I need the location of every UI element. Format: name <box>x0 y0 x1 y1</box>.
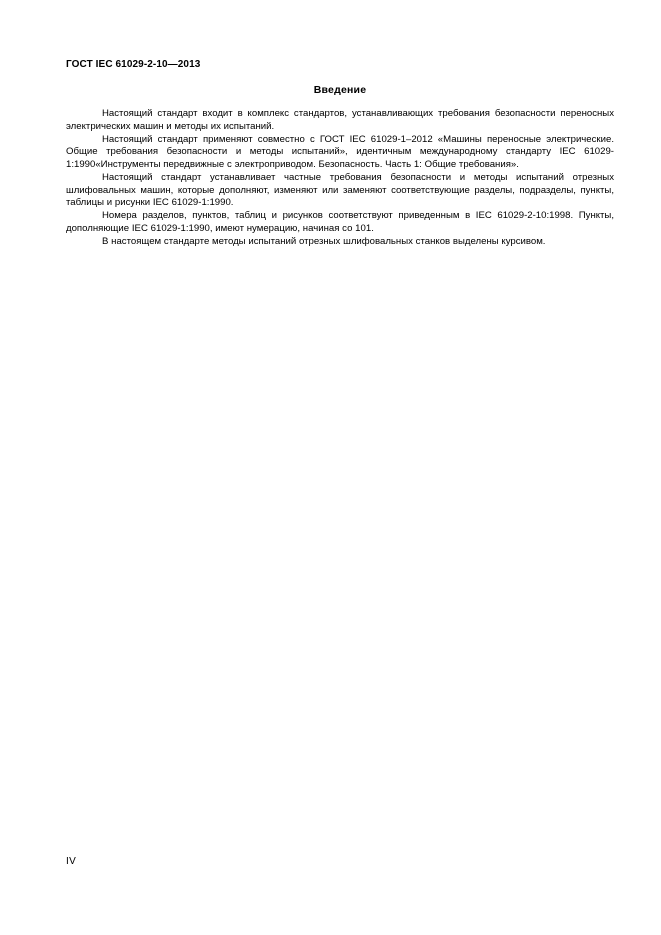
page-number: IV <box>66 856 77 867</box>
paragraph: Номера разделов, пунктов, таблиц и рисунков соответствуют приведенным в IEC 61029-2-10:1998. Пункты, дополняющие IEC 61029-1:1990, имеют нумерацию, начиная со 101. <box>66 210 614 234</box>
paragraph: Настоящий стандарт устанавливает частные требования безопасности и методы испытаний отрезных шлифовальных машин, которые дополняют, изменяют или заменяют соответствующие разделы, подразделы, пункты, таблицы и рисунки IEC 61029-1:1990. <box>66 171 614 209</box>
running-header: ГОСТ IEC 61029-2-10—2013 <box>66 59 201 70</box>
paragraph: Настоящий стандарт входит в комплекс стандартов, устанавливающих требования безопасности переносных электрических машин и методы их испытаний. <box>66 108 614 132</box>
body-text-block <box>66 108 614 248</box>
page-title: Введение <box>313 84 367 96</box>
paragraph: Настоящий стандарт применяют совместно с ГОСТ IEC 61029-1–2012 «Машины переносные электрические. Общие требования безопасности и методы испытаний», идентичным международному стандарту IEC 61029-1:1990«Инструменты передвижные с электроприводом. Безопасность. Часть 1: Общие требования». <box>66 133 614 170</box>
paragraph: В настоящем стандарте методы испытаний отрезных шлифовальных станков выделены курсивом. <box>102 235 546 247</box>
